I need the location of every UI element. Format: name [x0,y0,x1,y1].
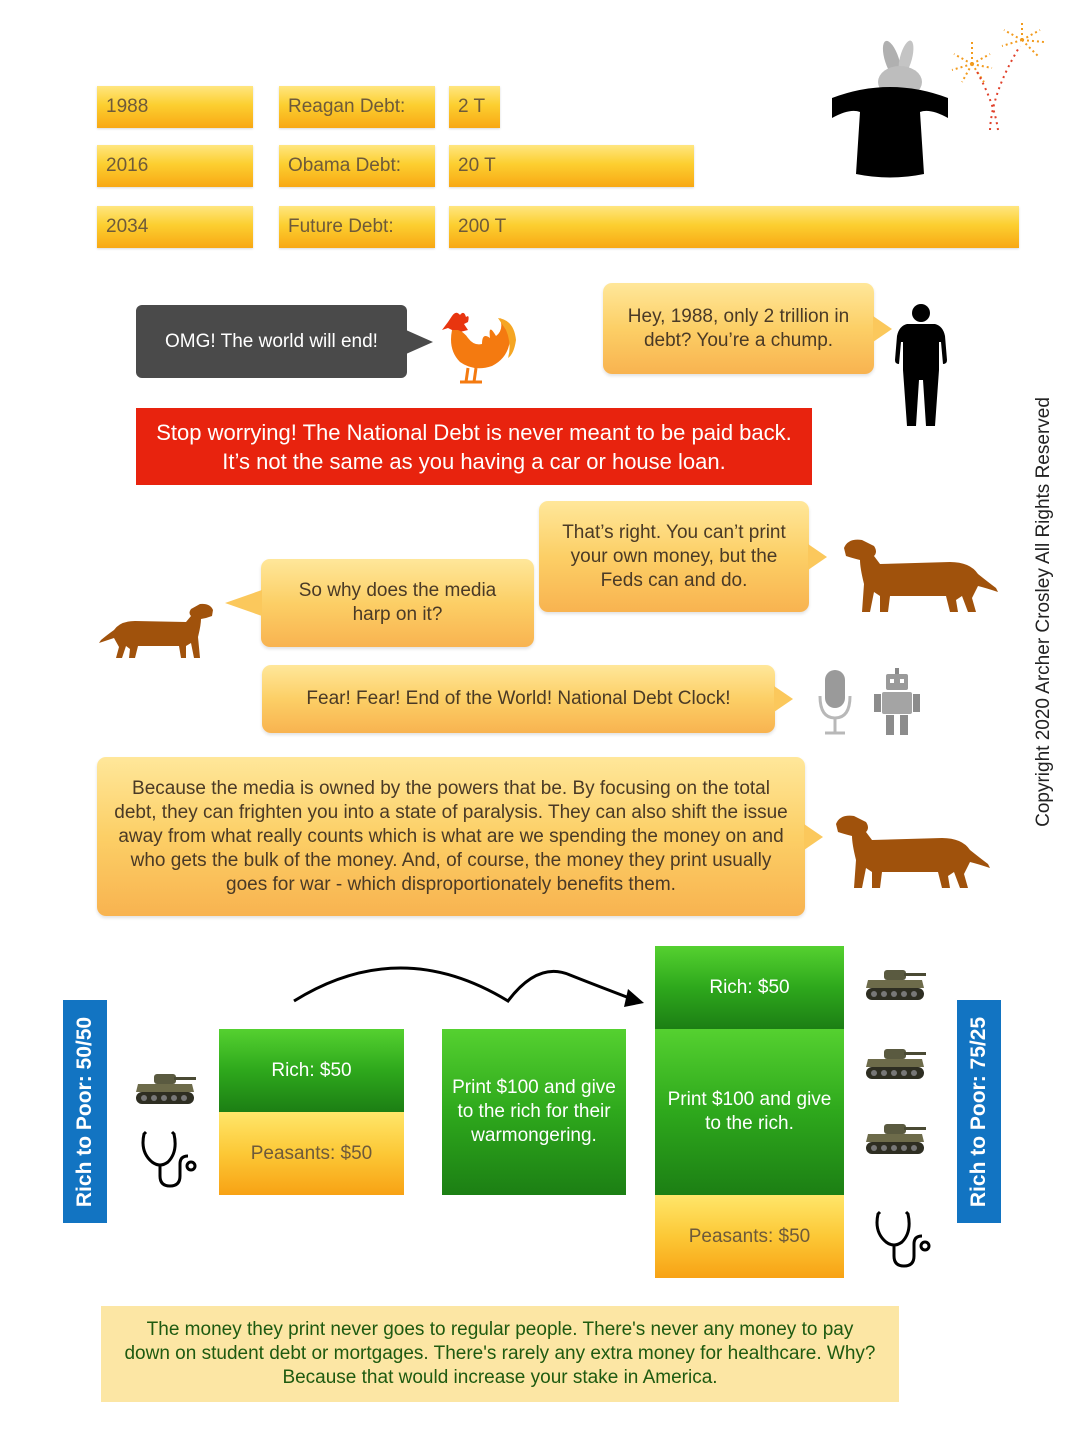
after-peasants-box: Peasants: $50 [655,1195,844,1278]
print-money-war-box: Print $100 and give to the rich for their warmongering. [442,1029,626,1195]
amount-future-debt: 200 T [449,206,1019,248]
tank-icon [864,966,928,1004]
ratio-before-box [63,1000,107,1223]
microphone-icon [817,668,853,736]
media-speech-bubble: Fear! Fear! End of the World! National Debt Clock! [262,665,775,733]
dog-left-speech-bubble: So why does the media harp on it? [261,559,534,647]
man-speech-bubble: Hey, 1988, only 2 trillion in debt? You’re a chump. [603,283,874,374]
tank-icon [864,1120,928,1158]
before-peasants-box: Peasants: $50 [219,1112,404,1195]
label-reagan-debt: Reagan Debt: [279,86,435,128]
tank-icon [134,1070,198,1108]
ratio-after-label: Rich to Poor: 75/25 [967,1016,990,1207]
year-2016: 2016 [97,145,253,187]
bottom-note: The money they print never goes to regular people. There's never any money to pay down on student debt or mortgages. There's rarely any extra money for healthcare. Why? Because that would increase your stake in America. [101,1306,899,1402]
before-rich-box: Rich: $50 [219,1029,404,1112]
robot-icon [872,668,922,738]
fireworks-icon [940,12,1055,132]
year-1988: 1988 [97,86,253,128]
rooster-speech-bubble: OMG! The world will end! [136,305,407,378]
tank-icon [864,1045,928,1083]
ratio-before-label: Rich to Poor: 50/50 [73,1016,96,1207]
ratio-after-box [957,1000,1001,1223]
stop-worrying-banner: Stop worrying! The National Debt is never meant to be paid back. It’s not the same as you having a car or house loan. [136,408,812,485]
label-obama-debt: Obama Debt: [279,145,435,187]
top-hat-rabbit-icon [830,36,950,181]
after-rich-box: Rich: $50 [655,946,844,1029]
dachshund-icon [98,600,216,662]
stethoscope-icon [872,1208,934,1270]
dachshund-icon [832,810,992,894]
arrow-icon [290,955,650,1015]
copyright-notice: Copyright 2020 Archer Crosley All Rights Reserved [1033,397,1054,827]
dog-right-speech-bubble-1: That’s right. You can’t print your own money, but the Feds can and do. [539,501,809,612]
dog-right-speech-bubble-2: Because the media is owned by the powers that be. By focusing on the total debt, they can frighten you into a state of paralysis. They can also shift the issue away from what really counts which is what are we spending the money on and who gets the bulk of the money. And, of course, the money they print usually goes for war - which disproportionately benefits them. [97,757,805,916]
year-2034: 2034 [97,206,253,248]
rooster-icon [438,310,520,385]
label-future-debt: Future Debt: [279,206,435,248]
man-silhouette-icon [893,302,949,430]
amount-reagan-debt: 2 T [449,86,500,128]
dachshund-icon [840,534,1000,618]
amount-obama-debt: 20 T [449,145,694,187]
stethoscope-icon [138,1128,200,1190]
after-print-box: Print $100 and give to the rich. [655,1029,844,1195]
